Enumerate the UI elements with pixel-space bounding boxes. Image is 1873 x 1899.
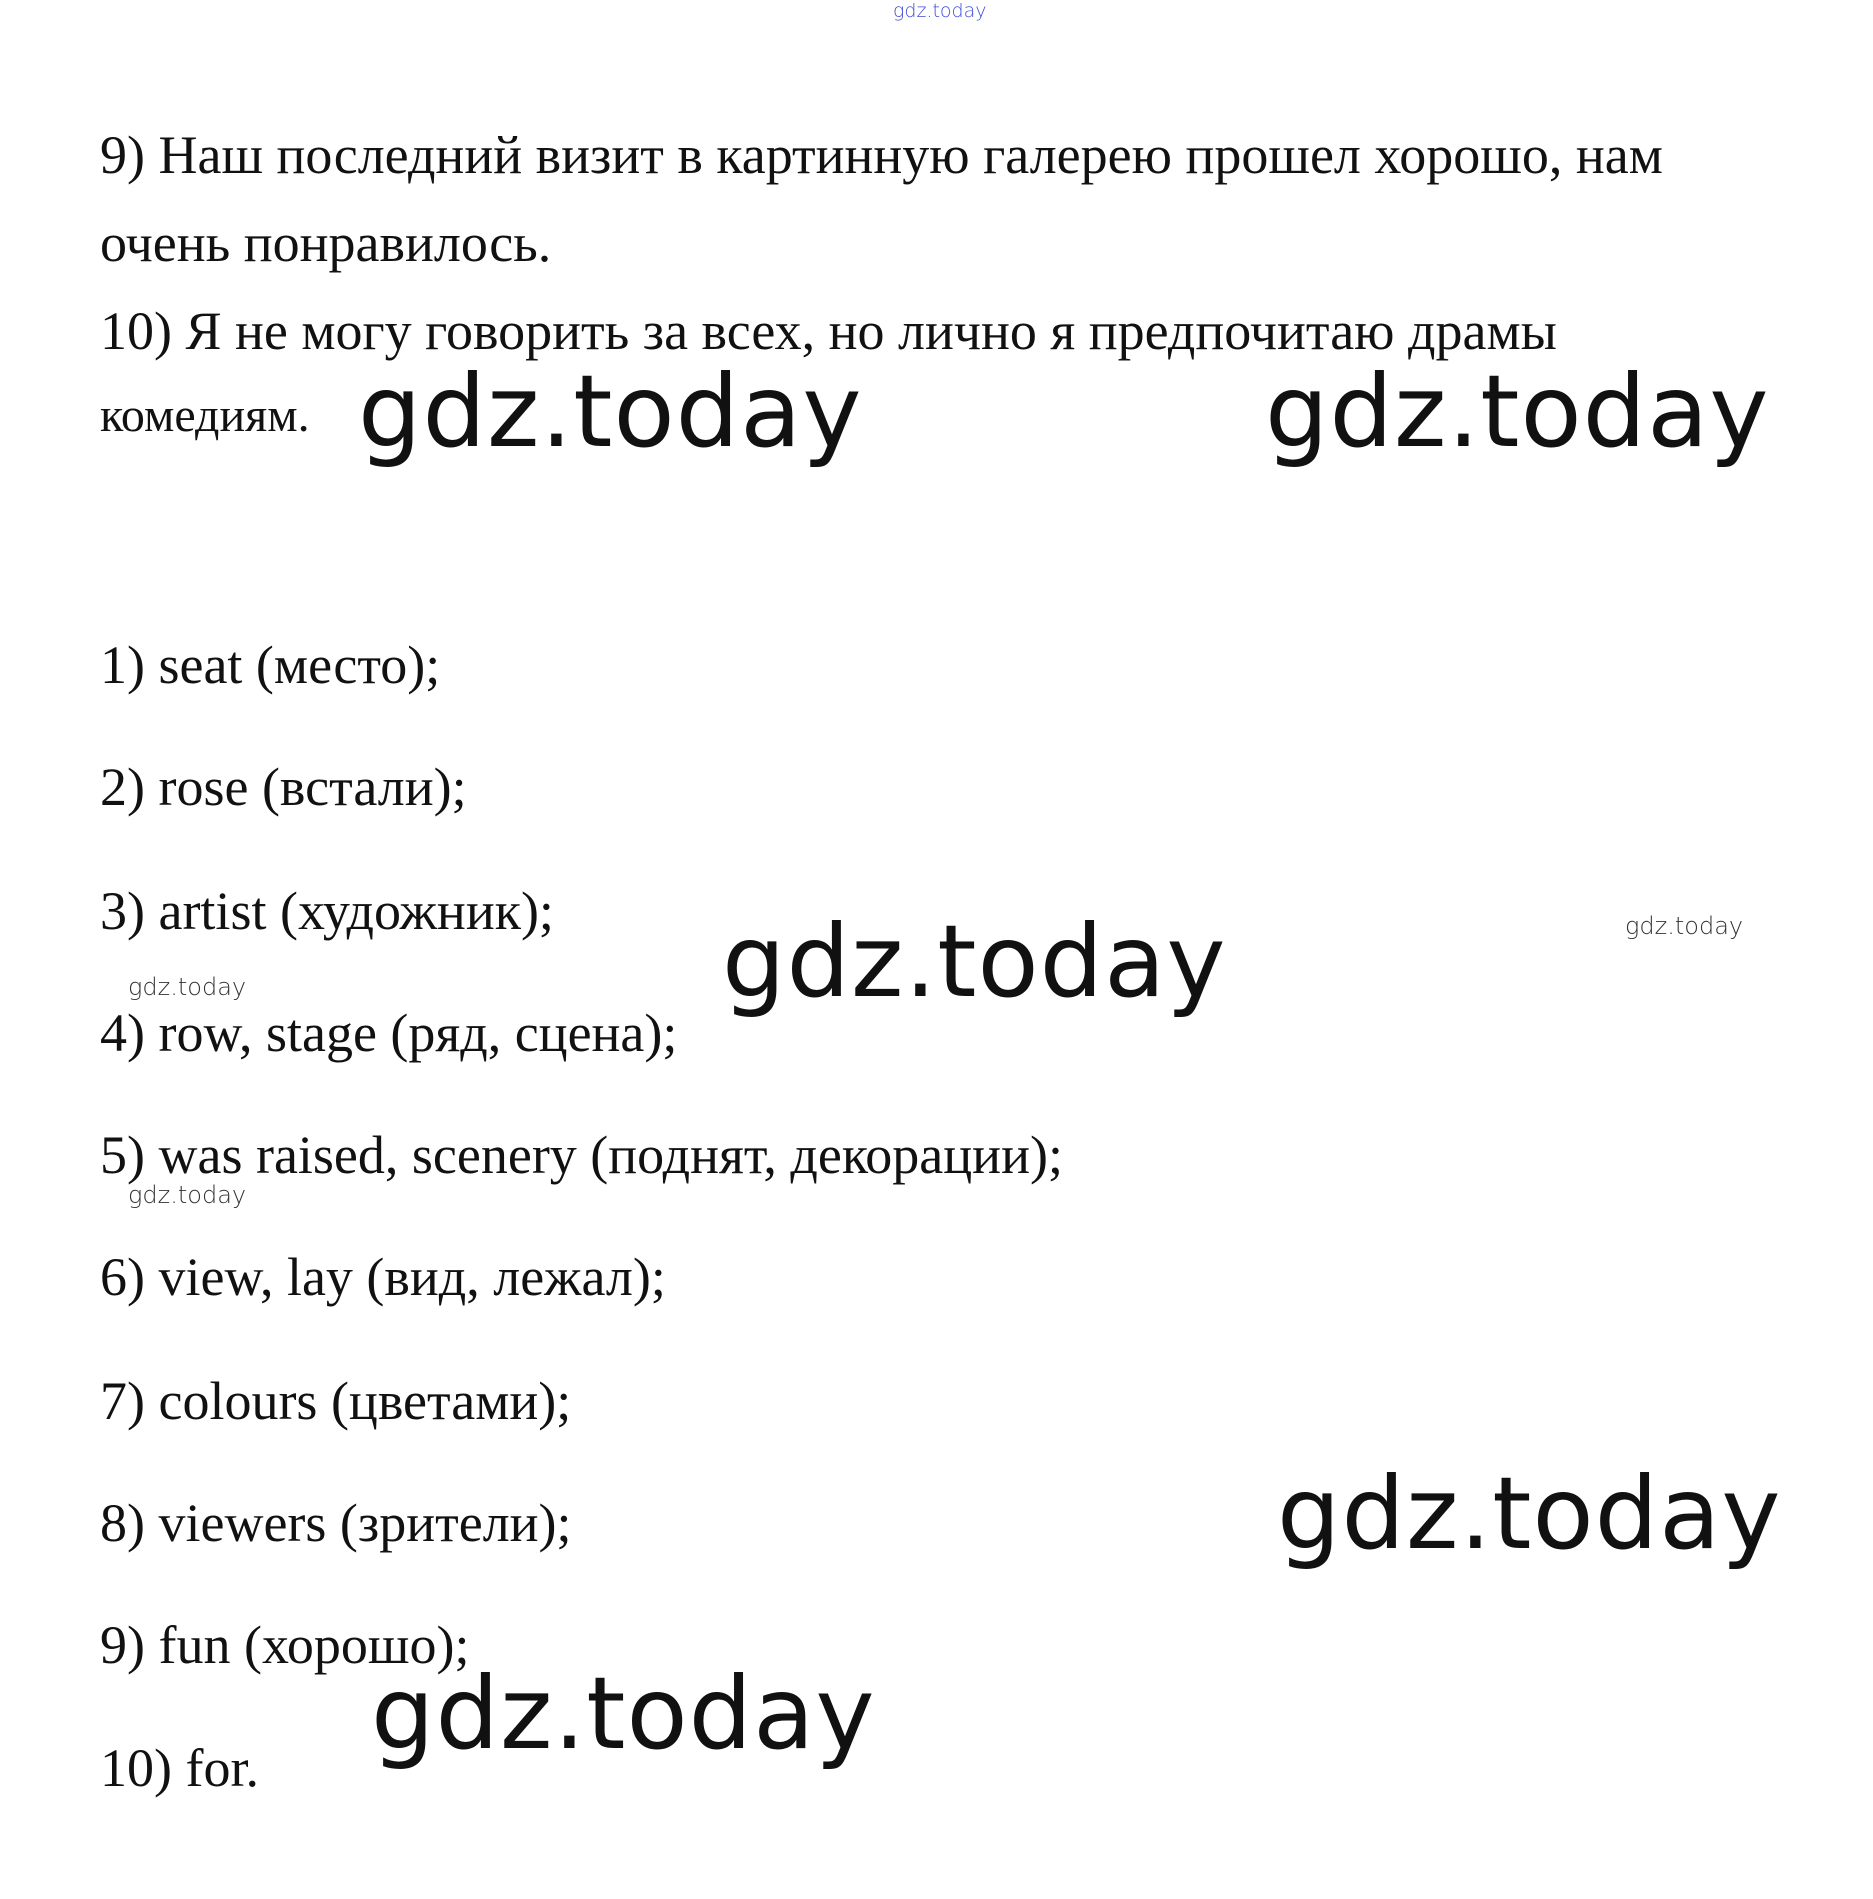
paragraph-9-line-1: 9) Наш последний визит в картинную галерею прошел хорошо, нам <box>100 125 1663 185</box>
answer-item-1: 1) seat (место); <box>100 635 441 695</box>
answer-item-3: 3) artist (художник); <box>100 881 554 941</box>
watermark-small-3: gdz.today <box>128 1181 247 1209</box>
watermark-small-1: gdz.today <box>1625 912 1744 940</box>
answer-item-4: 4) row, stage (ряд, сцена); <box>100 1003 678 1063</box>
watermark-large-1: gdz.today <box>358 353 863 470</box>
watermark-top: gdz.today <box>893 0 987 22</box>
paragraph-10-line-1: 10) Я не могу говорить за всех, но лично я предпочитаю драмы <box>100 301 1557 361</box>
answer-item-10: 10) for. <box>100 1738 259 1798</box>
watermark-large-3: gdz.today <box>722 903 1227 1020</box>
answer-item-8: 8) viewers (зрители); <box>100 1493 572 1553</box>
paragraph-10-line-2: комедиям. <box>100 389 310 442</box>
watermark-small-2: gdz.today <box>128 973 247 1001</box>
answer-item-6: 6) view, lay (вид, лежал); <box>100 1247 666 1307</box>
answer-item-9: 9) fun (хорошо); <box>100 1615 470 1675</box>
answer-item-2: 2) rose (встали); <box>100 757 467 817</box>
paragraph-9-line-2: очень понравилось. <box>100 213 552 273</box>
watermark-large-5: gdz.today <box>371 1655 876 1772</box>
watermark-large-2: gdz.today <box>1265 353 1770 470</box>
answer-item-7: 7) colours (цветами); <box>100 1371 572 1431</box>
watermark-large-4: gdz.today <box>1277 1455 1782 1572</box>
answer-item-5: 5) was raised, scenery (поднят, декорации); <box>100 1125 1063 1185</box>
